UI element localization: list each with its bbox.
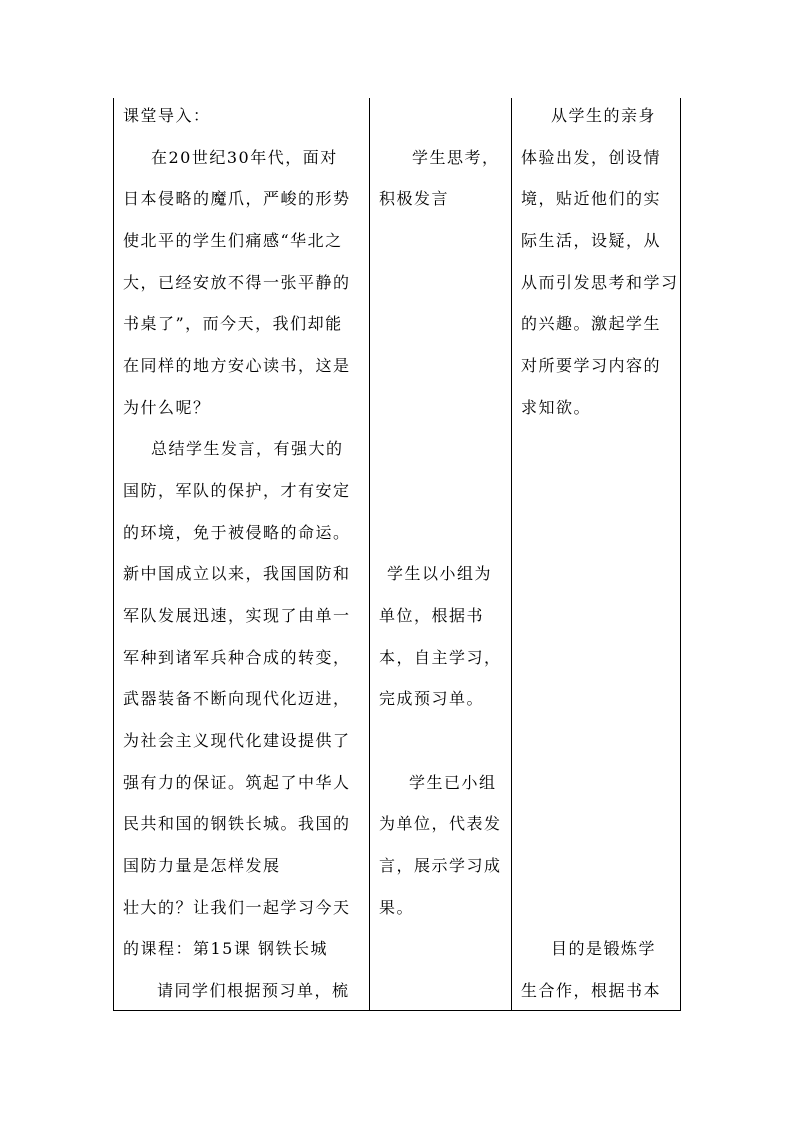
table-divider-2 [511, 98, 512, 1011]
column-student-activity [379, 98, 509, 1011]
text-line: 体验出发，创设情 [521, 148, 662, 167]
text-line: 积极发言 [379, 189, 450, 208]
text-line: 目的是锻炼学 [551, 939, 657, 958]
text-line: 请同学们根据预习单，梳 [157, 981, 350, 1000]
text-line: 求知欲。 [521, 398, 592, 417]
text-line: 国防力量是怎样发展 [123, 856, 281, 875]
text-line: 学生以小组为 [387, 564, 493, 583]
text-line: 从而引发思考和学习 [521, 273, 679, 292]
text-line: 使北平的学生们痛感“华北之 [123, 231, 343, 250]
text-line: 为社会主义现代化建设提供了 [123, 731, 351, 750]
text-line: 强有力的保证。筑起了中华人 [123, 773, 351, 792]
text-line: 单位，根据书 [379, 606, 485, 625]
text-line: 学生思考， [412, 148, 500, 167]
text-line: 国防，军队的保护，才有安定 [123, 481, 351, 500]
text-line: 的课程：第15课 钢铁长城 [123, 939, 328, 958]
text-line: 军种到诸军兵种合成的转变， [123, 648, 351, 667]
table-divider-1 [369, 98, 370, 1011]
text-line: 言，展示学习成 [379, 856, 502, 875]
text-line: 际生活，设疑，从 [521, 231, 662, 250]
text-line: 的环境，免于被侵略的命运。 [123, 523, 351, 542]
text-line: 果。 [379, 898, 415, 917]
text-line: 壮大的？让我们一起学习今天 [123, 898, 351, 917]
text-line: 完成预习单。 [379, 689, 485, 708]
text-line: 民共和国的钢铁长城。我国的 [123, 814, 351, 833]
text-line: 军队发展迅速，实现了由单一 [123, 606, 351, 625]
text-line: 新中国成立以来，我国国防和 [123, 564, 351, 583]
text-line: 日本侵略的魔爪，严峻的形势 [123, 189, 351, 208]
text-line: 学生已小组 [409, 773, 497, 792]
table-border-right [680, 98, 681, 1011]
text-line: 总结学生发言，有强大的 [151, 439, 344, 458]
text-line: 武器装备不断向现代化迈进， [123, 689, 351, 708]
text-line: 本，自主学习， [379, 648, 502, 667]
text-line: 为单位，代表发 [379, 814, 502, 833]
text-line: 的兴趣。激起学生 [521, 314, 662, 333]
text-line: 大，已经安放不得一张平静的 [123, 273, 351, 292]
column-design-intent [521, 98, 679, 1011]
text-line: 在同样的地方安心读书，这是 [123, 356, 351, 375]
text-line: 书桌了”，而今天，我们却能 [123, 314, 343, 333]
text-line: 境，贴近他们的实 [521, 189, 662, 208]
table-border-left [113, 98, 114, 1011]
lesson-table [113, 98, 681, 1011]
text-line: 课堂导入： [123, 106, 211, 125]
text-line: 在20世纪30年代，面对 [151, 148, 338, 167]
text-line: 对所要学习内容的 [521, 356, 662, 375]
column-teacher-activity [123, 98, 367, 1011]
text-line: 为什么呢？ [123, 398, 211, 417]
text-line: 从学生的亲身 [551, 106, 657, 125]
text-line: 生合作，根据书本 [521, 981, 662, 1000]
